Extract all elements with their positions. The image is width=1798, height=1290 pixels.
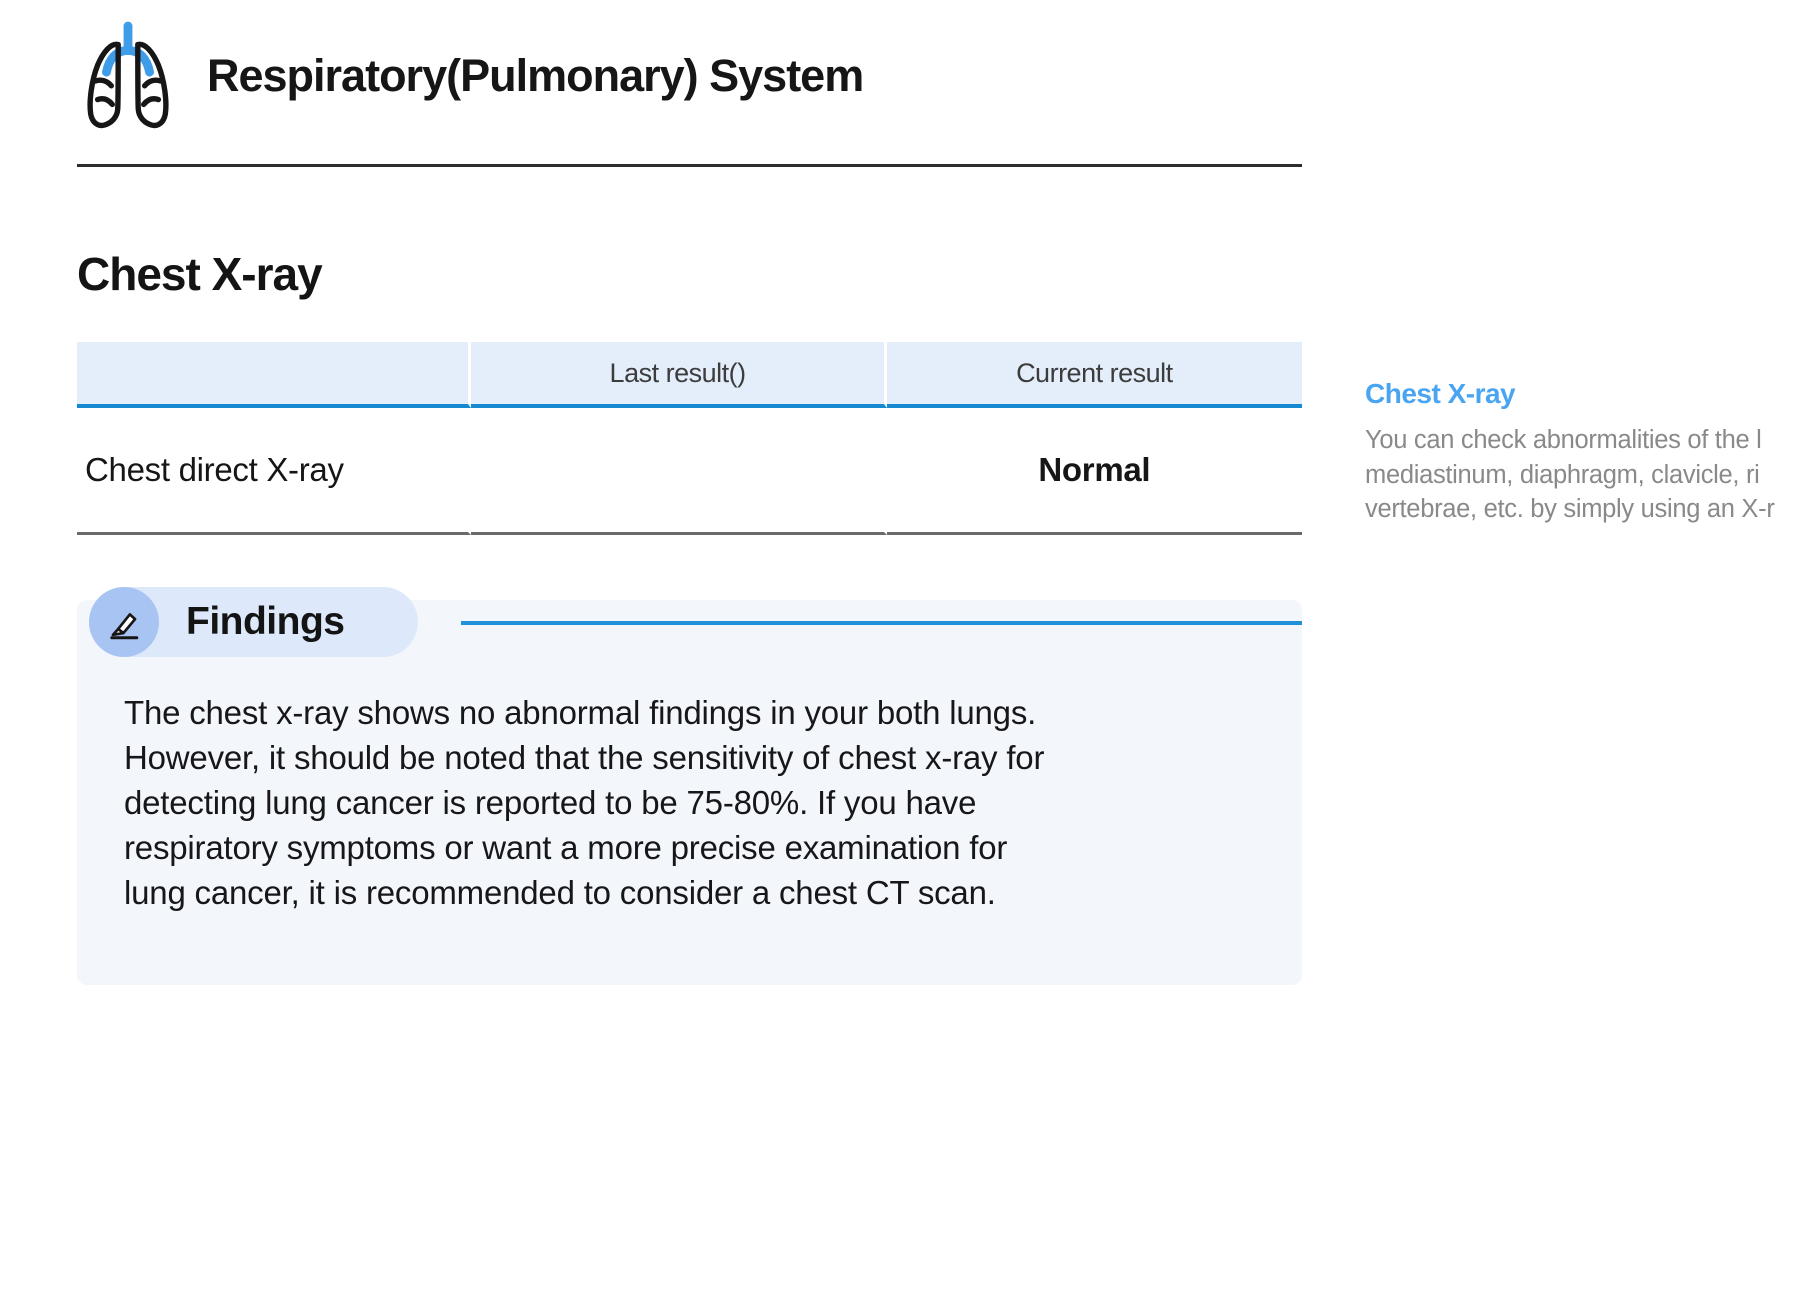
pencil-icon: [89, 587, 159, 657]
findings-text-line: detecting lung cancer is reported to be 75-80%. If you have: [124, 784, 977, 821]
sidebar-note: [1365, 378, 1798, 527]
findings-rule: [461, 621, 1302, 625]
sidebar-note-line: You can check abnormalities of the l: [1365, 426, 1762, 454]
header-divider: [77, 164, 1302, 167]
table-header-row: [77, 342, 1302, 408]
sidebar-note-title: Chest X-ray: [1365, 378, 1516, 409]
findings-text-line: However, it should be noted that the sensitivity of chest x-ray for: [124, 739, 1045, 776]
findings-text-line: The chest x-ray shows no abnormal findings in your both lungs.: [124, 694, 1037, 731]
current-result-value: Normal: [887, 408, 1302, 535]
lungs-icon: [77, 18, 179, 134]
test-item-name: Chest direct X-ray: [77, 408, 471, 535]
column-header-item: [77, 342, 471, 408]
table-row: [77, 408, 1302, 535]
findings-pill: [89, 587, 418, 657]
findings-text-line: respiratory symptoms or want a more precise examination for: [124, 829, 1008, 866]
sidebar-note-line: vertebrae, etc. by simply using an X-r: [1365, 495, 1775, 523]
sidebar-note-body: [1365, 423, 1798, 527]
findings-text-line: lung cancer, it is recommended to consider a chest CT scan.: [124, 874, 996, 911]
page-title: Respiratory(Pulmonary) System: [207, 50, 864, 101]
findings-box: [77, 600, 1302, 985]
results-table: [77, 342, 1302, 535]
findings-label: Findings: [186, 600, 345, 643]
report-header: [77, 18, 863, 134]
section-title: Chest X-ray: [77, 248, 322, 300]
column-header-current-result: Current result: [887, 342, 1302, 408]
last-result-value: [471, 408, 886, 535]
sidebar-note-line: mediastinum, diaphragm, clavicle, ri: [1365, 460, 1760, 489]
column-header-last-result: Last result(): [471, 342, 886, 408]
